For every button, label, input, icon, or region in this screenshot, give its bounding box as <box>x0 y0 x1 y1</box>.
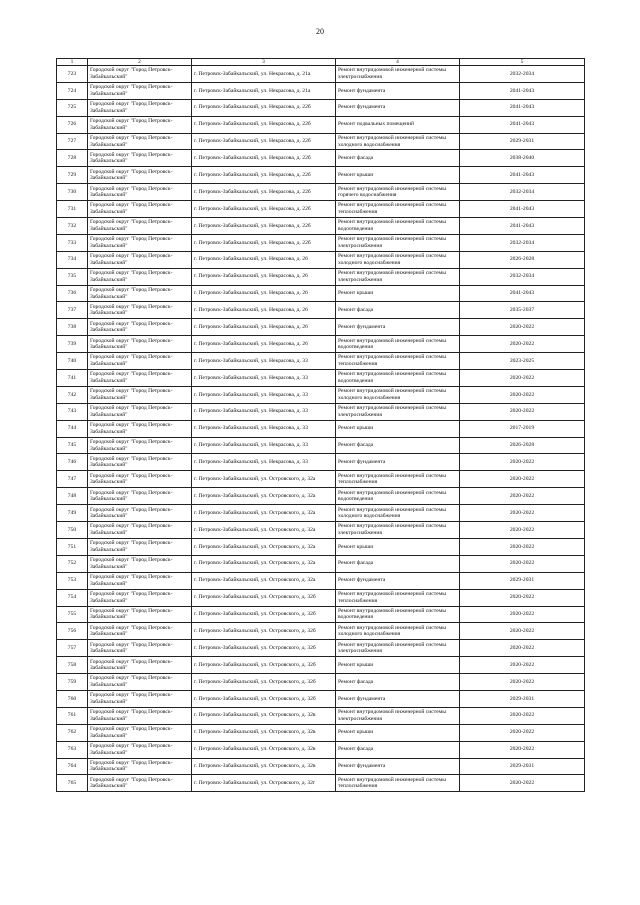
period-cell: 2017-2019 <box>460 420 585 437</box>
table-row <box>57 623 585 640</box>
municipality-cell: Городской округ "Город Петровск-Забайкальский" <box>88 657 192 674</box>
municipality-cell: Городской округ "Город Петровск-Забайкальский" <box>88 572 192 589</box>
address-cell: г. Петровск-Забайкальский, ул. Некрасова, д. 26 <box>192 268 336 285</box>
address-cell: г. Петровск-Забайкальский, ул. Некрасова, д. 22б <box>192 116 336 133</box>
municipality-cell: Городской округ "Город Петровск-Забайкальский" <box>88 488 192 505</box>
row-number-cell: 732 <box>57 218 88 235</box>
work-type-cell: Ремонт внутридомовой инженерной системы электроснабжения <box>336 707 460 724</box>
address-cell: г. Петровск-Забайкальский, ул. Некрасова, д. 33 <box>192 437 336 454</box>
table-row <box>57 724 585 741</box>
address-cell: г. Петровск-Забайкальский, ул. Островского, д. 32а <box>192 471 336 488</box>
table-row <box>57 353 585 370</box>
municipality-cell: Городской округ "Город Петровск-Забайкальский" <box>88 201 192 218</box>
address-cell: г. Петровск-Забайкальский, ул. Некрасова, д. 22б <box>192 167 336 184</box>
row-number-cell: 760 <box>57 690 88 707</box>
address-cell: г. Петровск-Забайкальский, ул. Островского, д. 32б <box>192 640 336 657</box>
period-cell: 2041-2043 <box>460 82 585 99</box>
address-cell: г. Петровск-Забайкальский, ул. Островского, д. 32г <box>192 775 336 792</box>
work-type-cell: Ремонт фасада <box>336 437 460 454</box>
address-cell: г. Петровск-Забайкальский, ул. Некрасова, д. 22б <box>192 150 336 167</box>
municipality-cell: Городской округ "Город Петровск-Забайкальский" <box>88 420 192 437</box>
period-cell: 2020-2022 <box>460 741 585 758</box>
row-number-cell: 742 <box>57 386 88 403</box>
column-header: 4 <box>336 59 460 66</box>
address-cell: г. Петровск-Забайкальский, ул. Островского, д. 32а <box>192 505 336 522</box>
period-cell: 2029-2031 <box>460 133 585 150</box>
address-cell: г. Петровск-Забайкальский, ул. Островского, д. 32в <box>192 741 336 758</box>
work-type-cell: Ремонт внутридомовой инженерной системы водоотведения <box>336 370 460 387</box>
row-number-cell: 745 <box>57 437 88 454</box>
work-type-cell: Ремонт внутридомовой инженерной системы водоотведения <box>336 218 460 235</box>
period-cell: 2041-2043 <box>460 99 585 116</box>
row-number-cell: 737 <box>57 302 88 319</box>
table-row <box>57 218 585 235</box>
work-type-cell: Ремонт фундамента <box>336 319 460 336</box>
work-type-cell: Ремонт внутридомовой инженерной системы электроснабжения <box>336 522 460 539</box>
table-row <box>57 370 585 387</box>
table-row <box>57 741 585 758</box>
period-cell: 2020-2022 <box>460 403 585 420</box>
table-row <box>57 657 585 674</box>
work-type-cell: Ремонт фундамента <box>336 99 460 116</box>
table-row <box>57 116 585 133</box>
address-cell: г. Петровск-Забайкальский, ул. Островского, д. 32б <box>192 690 336 707</box>
municipality-cell: Городской округ "Город Петровск-Забайкальский" <box>88 336 192 353</box>
work-type-cell: Ремонт внутридомовой инженерной системы водоотведения <box>336 488 460 505</box>
address-cell: г. Петровск-Забайкальский, ул. Некрасова, д. 33 <box>192 420 336 437</box>
municipality-cell: Городской округ "Город Петровск-Забайкальский" <box>88 741 192 758</box>
period-cell: 2020-2022 <box>460 488 585 505</box>
address-cell: г. Петровск-Забайкальский, ул. Некрасова, д. 22б <box>192 99 336 116</box>
row-number-cell: 753 <box>57 572 88 589</box>
municipality-cell: Городской округ "Город Петровск-Забайкальский" <box>88 623 192 640</box>
address-cell: г. Петровск-Забайкальский, ул. Некрасова, д. 33 <box>192 454 336 471</box>
address-cell: г. Петровск-Забайкальский, ул. Некрасова, д. 22б <box>192 234 336 251</box>
period-cell: 2020-2022 <box>460 454 585 471</box>
period-cell: 2041-2043 <box>460 218 585 235</box>
address-cell: г. Петровск-Забайкальский, ул. Островского, д. 32а <box>192 538 336 555</box>
table-row <box>57 99 585 116</box>
period-cell: 2020-2022 <box>460 623 585 640</box>
row-number-cell: 726 <box>57 116 88 133</box>
row-number-cell: 754 <box>57 589 88 606</box>
work-type-cell: Ремонт подвальных помещений <box>336 116 460 133</box>
column-number-header-row <box>57 59 585 66</box>
address-cell: г. Петровск-Забайкальский, ул. Некрасова, д. 33 <box>192 403 336 420</box>
row-number-cell: 729 <box>57 167 88 184</box>
table-row <box>57 336 585 353</box>
row-number-cell: 746 <box>57 454 88 471</box>
period-cell: 2020-2022 <box>460 555 585 572</box>
work-type-cell: Ремонт фундамента <box>336 572 460 589</box>
table-row <box>57 589 585 606</box>
period-cell: 2029-2031 <box>460 690 585 707</box>
period-cell: 2023-2025 <box>460 353 585 370</box>
row-number-cell: 751 <box>57 538 88 555</box>
period-cell: 2041-2043 <box>460 285 585 302</box>
work-type-cell: Ремонт внутридомовой инженерной системы электроснабжения <box>336 234 460 251</box>
row-number-cell: 743 <box>57 403 88 420</box>
work-type-cell: Ремонт фундамента <box>336 454 460 471</box>
table-row <box>57 437 585 454</box>
period-cell: 2041-2043 <box>460 116 585 133</box>
address-cell: г. Петровск-Забайкальский, ул. Некрасова, д. 26 <box>192 302 336 319</box>
work-type-cell: Ремонт фасада <box>336 741 460 758</box>
row-number-cell: 763 <box>57 741 88 758</box>
table-row <box>57 690 585 707</box>
table-row <box>57 420 585 437</box>
address-cell: г. Петровск-Забайкальский, ул. Островского, д. 32в <box>192 707 336 724</box>
address-cell: г. Петровск-Забайкальский, ул. Островского, д. 32а <box>192 555 336 572</box>
row-number-cell: 744 <box>57 420 88 437</box>
work-type-cell: Ремонт внутридомовой инженерной системы холодного водоснабжения <box>336 251 460 268</box>
municipality-cell: Городской округ "Город Петровск-Забайкальский" <box>88 724 192 741</box>
address-cell: г. Петровск-Забайкальский, ул. Островского, д. 32а <box>192 572 336 589</box>
work-type-cell: Ремонт крыши <box>336 538 460 555</box>
work-type-cell: Ремонт фундамента <box>336 82 460 99</box>
address-cell: г. Петровск-Забайкальский, ул. Островского, д. 32в <box>192 724 336 741</box>
row-number-cell: 747 <box>57 471 88 488</box>
municipality-cell: Городской округ "Город Петровск-Забайкальский" <box>88 370 192 387</box>
work-type-cell: Ремонт внутридомовой инженерной системы электроснабжения <box>336 640 460 657</box>
period-cell: 2026-2028 <box>460 437 585 454</box>
period-cell: 2020-2022 <box>460 319 585 336</box>
table-row <box>57 606 585 623</box>
period-cell: 2020-2022 <box>460 724 585 741</box>
municipality-cell: Городской округ "Город Петровск-Забайкальский" <box>88 555 192 572</box>
table-row <box>57 66 585 83</box>
table-row <box>57 522 585 539</box>
work-type-cell: Ремонт внутридомовой инженерной системы холодного водоснабжения <box>336 133 460 150</box>
municipality-cell: Городской округ "Город Петровск-Забайкальский" <box>88 251 192 268</box>
column-header: 2 <box>88 59 192 66</box>
row-number-cell: 750 <box>57 522 88 539</box>
row-number-cell: 725 <box>57 99 88 116</box>
address-cell: г. Петровск-Забайкальский, ул. Некрасова, д. 21а <box>192 82 336 99</box>
work-type-cell: Ремонт внутридомовой инженерной системы теплоснабжения <box>336 471 460 488</box>
period-cell: 2035-2037 <box>460 302 585 319</box>
row-number-cell: 733 <box>57 234 88 251</box>
row-number-cell: 757 <box>57 640 88 657</box>
work-type-cell: Ремонт фасада <box>336 302 460 319</box>
municipality-cell: Городской округ "Город Петровск-Забайкальский" <box>88 758 192 775</box>
table-row <box>57 302 585 319</box>
work-type-cell: Ремонт крыши <box>336 285 460 302</box>
address-cell: г. Петровск-Забайкальский, ул. Некрасова, д. 33 <box>192 386 336 403</box>
municipality-cell: Городской округ "Город Петровск-Забайкальский" <box>88 99 192 116</box>
row-number-cell: 730 <box>57 184 88 201</box>
municipality-cell: Городской округ "Город Петровск-Забайкальский" <box>88 218 192 235</box>
row-number-cell: 735 <box>57 268 88 285</box>
address-cell: г. Петровск-Забайкальский, ул. Некрасова, д. 22б <box>192 184 336 201</box>
row-number-cell: 764 <box>57 758 88 775</box>
table-row <box>57 234 585 251</box>
municipality-cell: Городской округ "Город Петровск-Забайкальский" <box>88 606 192 623</box>
table-row <box>57 386 585 403</box>
row-number-cell: 741 <box>57 370 88 387</box>
table-row <box>57 674 585 691</box>
table-row <box>57 640 585 657</box>
table-row <box>57 403 585 420</box>
municipality-cell: Городской округ "Город Петровск-Забайкальский" <box>88 302 192 319</box>
table-row <box>57 758 585 775</box>
period-cell: 2032-2034 <box>460 66 585 83</box>
row-number-cell: 738 <box>57 319 88 336</box>
work-type-cell: Ремонт внутридомовой инженерной системы электроснабжения <box>336 66 460 83</box>
municipality-cell: Городской округ "Город Петровск-Забайкальский" <box>88 471 192 488</box>
table-row <box>57 167 585 184</box>
address-cell: г. Петровск-Забайкальский, ул. Некрасова, д. 22б <box>192 133 336 150</box>
municipality-cell: Городской округ "Город Петровск-Забайкальский" <box>88 522 192 539</box>
table-row <box>57 82 585 99</box>
period-cell: 2032-2034 <box>460 234 585 251</box>
address-cell: г. Петровск-Забайкальский, ул. Некрасова, д. 21а <box>192 66 336 83</box>
period-cell: 2032-2034 <box>460 268 585 285</box>
address-cell: г. Петровск-Забайкальский, ул. Островского, д. 32в <box>192 758 336 775</box>
row-number-cell: 749 <box>57 505 88 522</box>
address-cell: г. Петровск-Забайкальский, ул. Островского, д. 32а <box>192 488 336 505</box>
municipality-cell: Городской округ "Город Петровск-Забайкальский" <box>88 82 192 99</box>
work-type-cell: Ремонт внутридомовой инженерной системы холодного водоснабжения <box>336 623 460 640</box>
work-type-cell: Ремонт фундамента <box>336 690 460 707</box>
row-number-cell: 728 <box>57 150 88 167</box>
row-number-cell: 762 <box>57 724 88 741</box>
work-type-cell: Ремонт внутридомовой инженерной системы водоотведения <box>336 606 460 623</box>
municipality-cell: Городской округ "Город Петровск-Забайкальский" <box>88 437 192 454</box>
work-type-cell: Ремонт внутридомовой инженерной системы теплоснабжения <box>336 201 460 218</box>
table-row <box>57 133 585 150</box>
row-number-cell: 736 <box>57 285 88 302</box>
municipality-cell: Городской округ "Город Петровск-Забайкальский" <box>88 268 192 285</box>
page-number: 20 <box>316 27 324 36</box>
table-row <box>57 471 585 488</box>
period-cell: 2020-2022 <box>460 657 585 674</box>
work-type-cell: Ремонт фундамента <box>336 758 460 775</box>
period-cell: 2041-2043 <box>460 167 585 184</box>
work-type-cell: Ремонт внутридомовой инженерной системы водоотведения <box>336 336 460 353</box>
address-cell: г. Петровск-Забайкальский, ул. Некрасова, д. 22б <box>192 218 336 235</box>
municipality-cell: Городской округ "Город Петровск-Забайкальский" <box>88 505 192 522</box>
period-cell: 2029-2031 <box>460 758 585 775</box>
table-row <box>57 268 585 285</box>
table-row <box>57 319 585 336</box>
column-header: 5 <box>460 59 585 66</box>
row-number-cell: 740 <box>57 353 88 370</box>
column-header: 1 <box>57 59 88 66</box>
row-number-cell: 756 <box>57 623 88 640</box>
municipality-cell: Городской округ "Город Петровск-Забайкальский" <box>88 116 192 133</box>
period-cell: 2020-2022 <box>460 589 585 606</box>
row-number-cell: 752 <box>57 555 88 572</box>
table-row <box>57 285 585 302</box>
municipality-cell: Городской округ "Город Петровск-Забайкальский" <box>88 66 192 83</box>
period-cell: 2020-2022 <box>460 336 585 353</box>
row-number-cell: 748 <box>57 488 88 505</box>
period-cell: 2020-2022 <box>460 674 585 691</box>
address-cell: г. Петровск-Забайкальский, ул. Островского, д. 32б <box>192 589 336 606</box>
municipality-cell: Городской округ "Город Петровск-Забайкальский" <box>88 454 192 471</box>
municipality-cell: Городской округ "Город Петровск-Забайкальский" <box>88 674 192 691</box>
period-cell: 2026-2028 <box>460 251 585 268</box>
period-cell: 2020-2022 <box>460 775 585 792</box>
table-row <box>57 707 585 724</box>
table-row <box>57 150 585 167</box>
table-row <box>57 454 585 471</box>
row-number-cell: 734 <box>57 251 88 268</box>
table-row <box>57 538 585 555</box>
table-row <box>57 505 585 522</box>
work-type-cell: Ремонт внутридомовой инженерной системы холодного водоснабжения <box>336 386 460 403</box>
municipality-cell: Городской округ "Город Петровск-Забайкальский" <box>88 538 192 555</box>
work-type-cell: Ремонт крыши <box>336 420 460 437</box>
municipality-cell: Городской округ "Город Петровск-Забайкальский" <box>88 184 192 201</box>
address-cell: г. Петровск-Забайкальский, ул. Некрасова, д. 33 <box>192 353 336 370</box>
municipality-cell: Городской округ "Город Петровск-Забайкальский" <box>88 403 192 420</box>
column-header: 3 <box>192 59 336 66</box>
work-type-cell: Ремонт фасада <box>336 674 460 691</box>
municipality-cell: Городской округ "Город Петровск-Забайкальский" <box>88 234 192 251</box>
address-cell: г. Петровск-Забайкальский, ул. Островского, д. 32б <box>192 623 336 640</box>
address-cell: г. Петровск-Забайкальский, ул. Некрасова, д. 26 <box>192 251 336 268</box>
period-cell: 2020-2022 <box>460 707 585 724</box>
period-cell: 2020-2022 <box>460 386 585 403</box>
period-cell: 2032-2034 <box>460 184 585 201</box>
municipality-cell: Городской округ "Город Петровск-Забайкальский" <box>88 133 192 150</box>
table-row <box>57 555 585 572</box>
municipality-cell: Городской округ "Город Петровск-Забайкальский" <box>88 775 192 792</box>
row-number-cell: 758 <box>57 657 88 674</box>
row-number-cell: 727 <box>57 133 88 150</box>
municipality-cell: Городской округ "Город Петровск-Забайкальский" <box>88 319 192 336</box>
period-cell: 2020-2022 <box>460 538 585 555</box>
table-row <box>57 488 585 505</box>
table-row <box>57 572 585 589</box>
table-row <box>57 184 585 201</box>
municipality-cell: Городской округ "Город Петровск-Забайкальский" <box>88 589 192 606</box>
work-type-cell: Ремонт внутридомовой инженерной системы теплоснабжения <box>336 775 460 792</box>
period-cell: 2020-2022 <box>460 606 585 623</box>
row-number-cell: 724 <box>57 82 88 99</box>
row-number-cell: 731 <box>57 201 88 218</box>
work-type-cell: Ремонт крыши <box>336 724 460 741</box>
table-row <box>57 775 585 792</box>
row-number-cell: 759 <box>57 674 88 691</box>
work-type-cell: Ремонт внутридомовой инженерной системы электроснабжения <box>336 268 460 285</box>
period-cell: 2020-2022 <box>460 505 585 522</box>
address-cell: г. Петровск-Забайкальский, ул. Некрасова, д. 33 <box>192 370 336 387</box>
municipality-cell: Городской округ "Город Петровск-Забайкальский" <box>88 150 192 167</box>
work-type-cell: Ремонт крыши <box>336 657 460 674</box>
work-type-cell: Ремонт внутридомовой инженерной системы теплоснабжения <box>336 353 460 370</box>
work-type-cell: Ремонт крыши <box>336 167 460 184</box>
municipality-cell: Городской округ "Город Петровск-Забайкальский" <box>88 386 192 403</box>
period-cell: 2020-2022 <box>460 640 585 657</box>
work-type-cell: Ремонт внутридомовой инженерной системы теплоснабжения <box>336 589 460 606</box>
address-cell: г. Петровск-Забайкальский, ул. Островского, д. 32а <box>192 522 336 539</box>
address-cell: г. Петровск-Забайкальский, ул. Некрасова, д. 26 <box>192 285 336 302</box>
address-cell: г. Петровск-Забайкальский, ул. Некрасова, д. 26 <box>192 336 336 353</box>
municipality-cell: Городской округ "Город Петровск-Забайкальский" <box>88 285 192 302</box>
period-cell: 2020-2022 <box>460 471 585 488</box>
municipality-cell: Городской округ "Город Петровск-Забайкальский" <box>88 707 192 724</box>
period-cell: 2029-2031 <box>460 572 585 589</box>
period-cell: 2041-2043 <box>460 201 585 218</box>
work-type-cell: Ремонт фасада <box>336 555 460 572</box>
work-type-cell: Ремонт внутридомовой инженерной системы холодного водоснабжения <box>336 505 460 522</box>
row-number-cell: 723 <box>57 66 88 83</box>
row-number-cell: 755 <box>57 606 88 623</box>
period-cell: 2020-2022 <box>460 522 585 539</box>
period-cell: 2038-2040 <box>460 150 585 167</box>
work-type-cell: Ремонт фасада <box>336 150 460 167</box>
municipality-cell: Городской округ "Город Петровск-Забайкальский" <box>88 353 192 370</box>
row-number-cell: 739 <box>57 336 88 353</box>
table-row <box>57 201 585 218</box>
capital-repair-table <box>56 58 585 792</box>
municipality-cell: Городской округ "Город Петровск-Забайкальский" <box>88 167 192 184</box>
address-cell: г. Петровск-Забайкальский, ул. Островского, д. 32б <box>192 657 336 674</box>
address-cell: г. Петровск-Забайкальский, ул. Островского, д. 32б <box>192 606 336 623</box>
work-type-cell: Ремонт внутридомовой инженерной системы горячего водоснабжения <box>336 184 460 201</box>
row-number-cell: 761 <box>57 707 88 724</box>
address-cell: г. Петровск-Забайкальский, ул. Некрасова, д. 26 <box>192 319 336 336</box>
period-cell: 2020-2022 <box>460 370 585 387</box>
address-cell: г. Петровск-Забайкальский, ул. Некрасова, д. 22б <box>192 201 336 218</box>
municipality-cell: Городской округ "Город Петровск-Забайкальский" <box>88 690 192 707</box>
municipality-cell: Городской округ "Город Петровск-Забайкальский" <box>88 640 192 657</box>
row-number-cell: 765 <box>57 775 88 792</box>
address-cell: г. Петровск-Забайкальский, ул. Островского, д. 32б <box>192 674 336 691</box>
table-row <box>57 251 585 268</box>
work-type-cell: Ремонт внутридомовой инженерной системы электроснабжения <box>336 403 460 420</box>
